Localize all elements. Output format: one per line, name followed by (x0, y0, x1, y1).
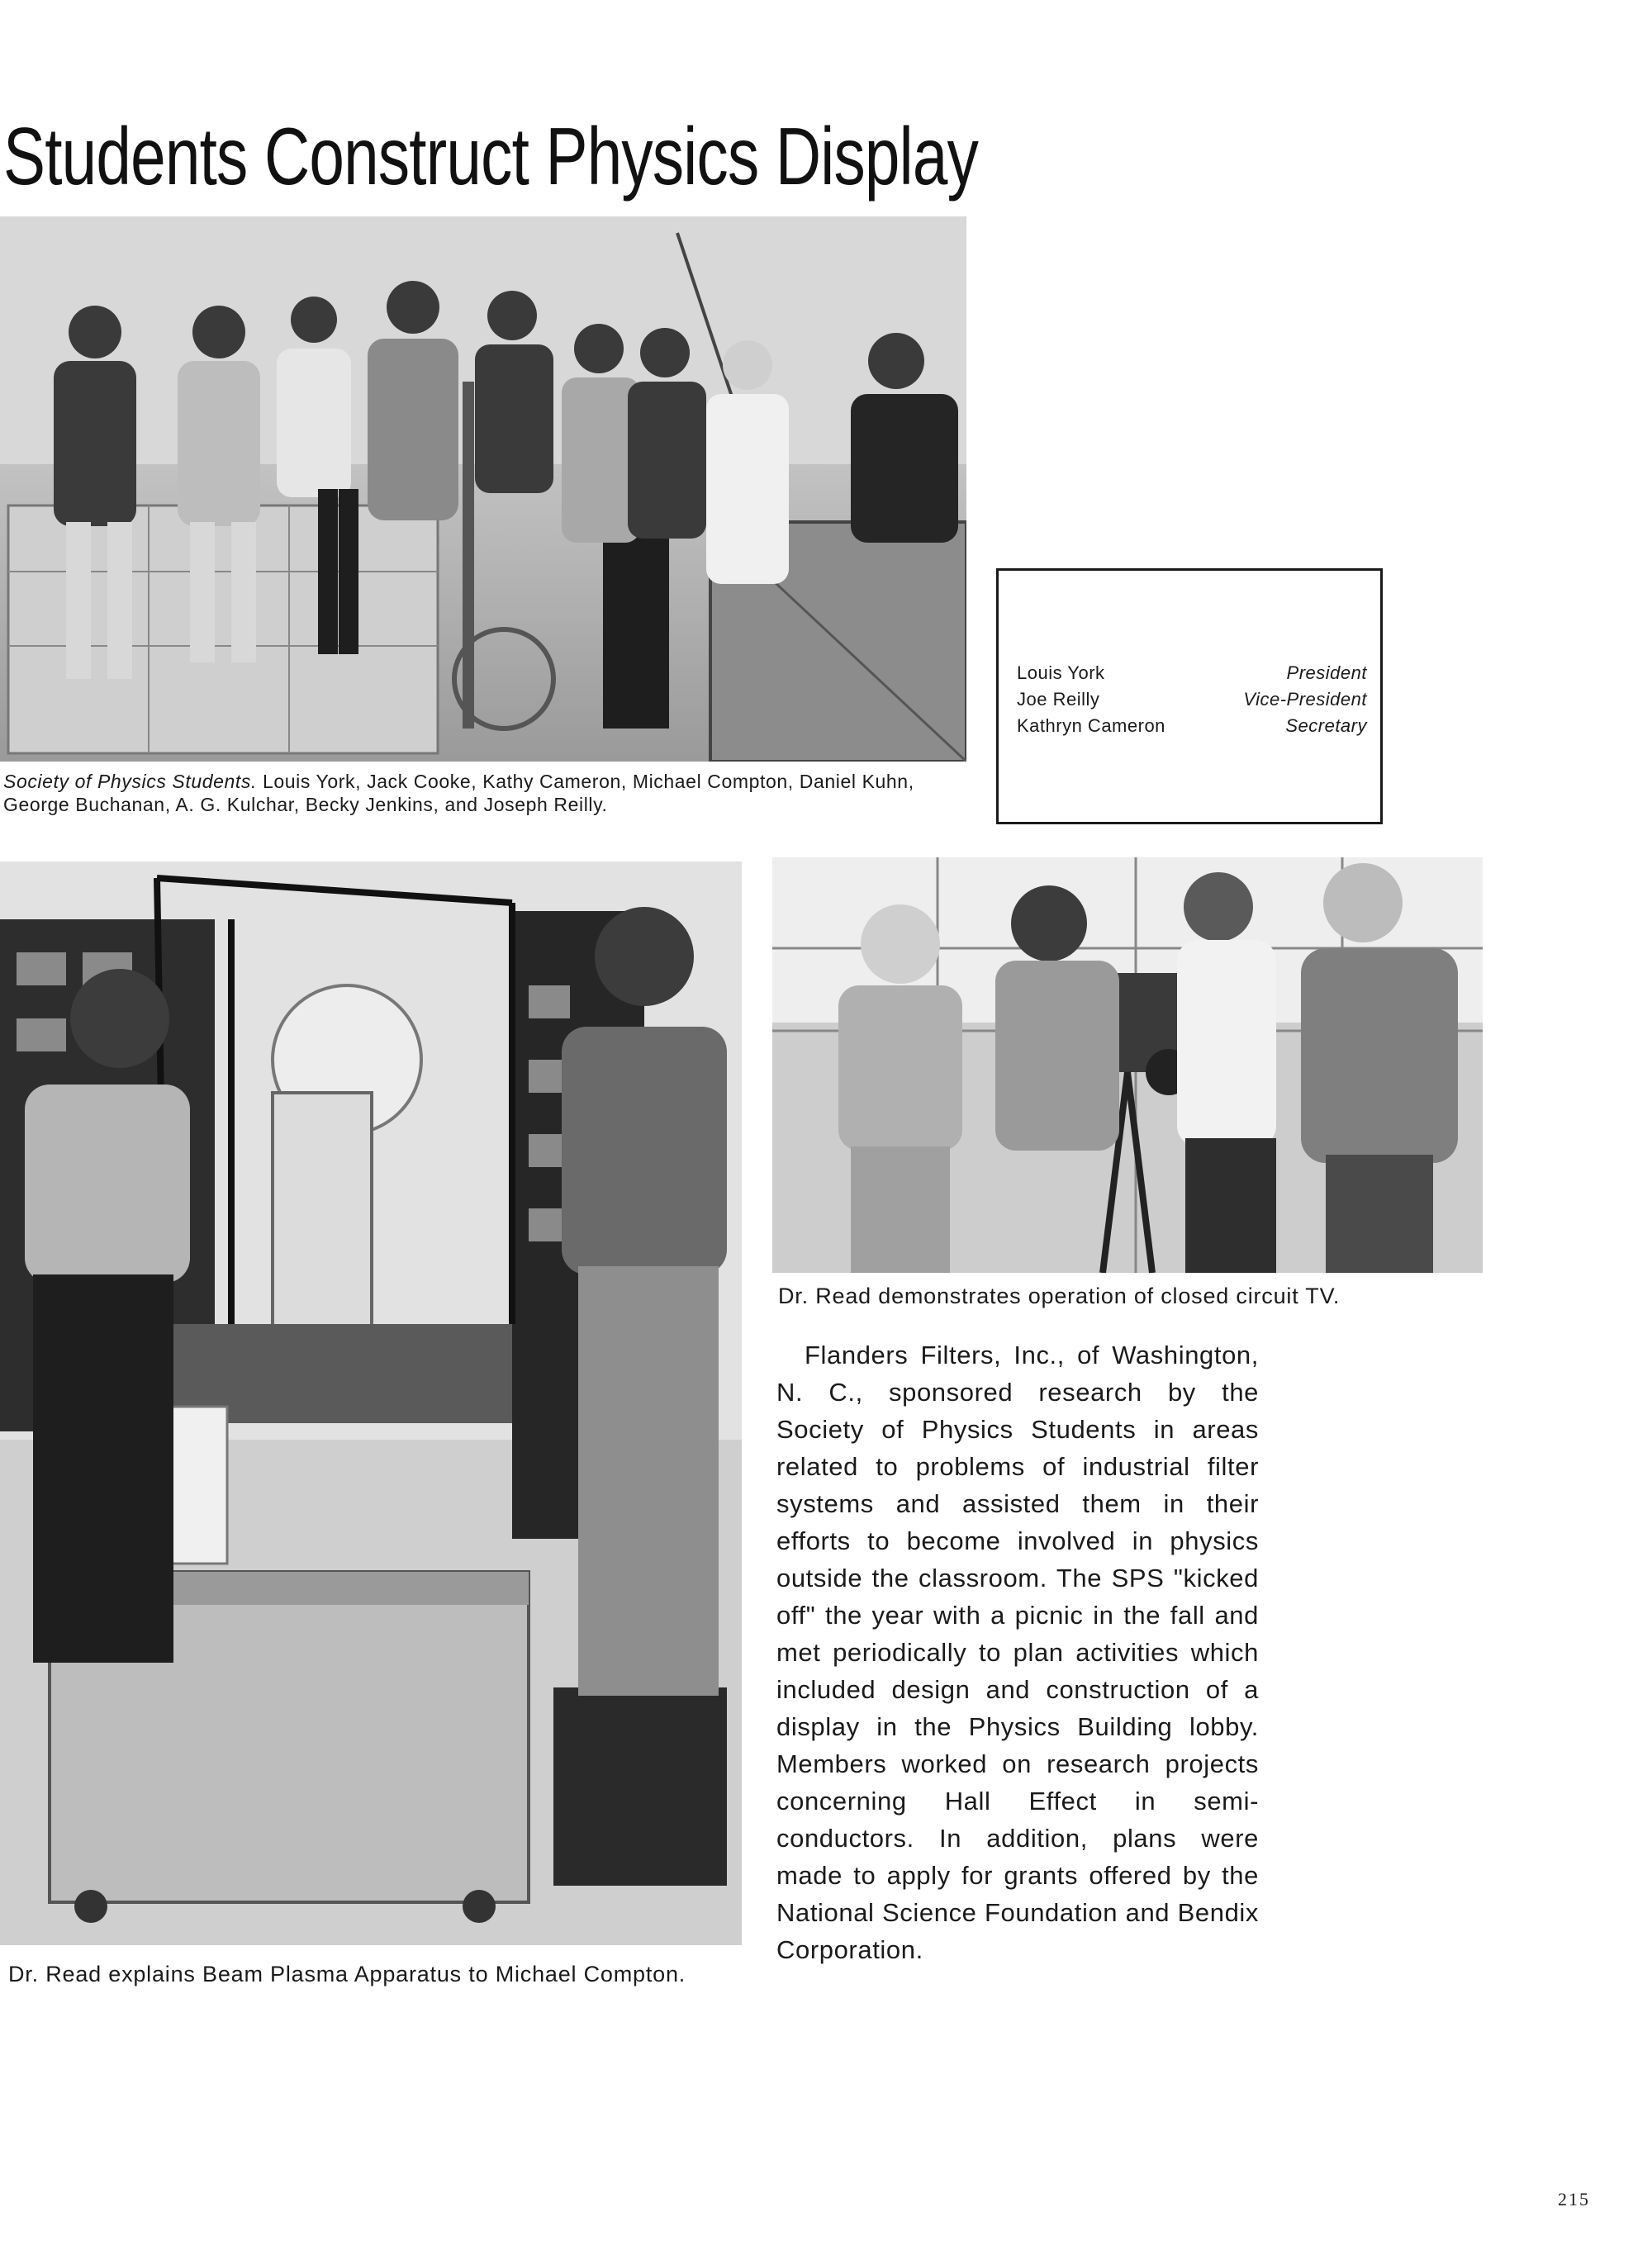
officers-table (1017, 660, 1367, 739)
plasma-apparatus-image (0, 861, 742, 1945)
closed-circuit-tv-image (772, 857, 1483, 1273)
page-number: 215 (1558, 2189, 1590, 2209)
page-title: Students Construct Physics Display (3, 111, 979, 202)
officer-row (1017, 713, 1367, 739)
officers-box (996, 568, 1383, 824)
plasma-apparatus-photo (0, 861, 742, 1945)
group-photo-image (0, 216, 966, 762)
caption-names: Louis York, Jack Cooke, Kathy Cameron, Michael Compton, Daniel Kuhn, George Buchanan, A. G. Kulchar, Becky Jenkins, and Joseph Reilly. (3, 771, 914, 815)
officer-name: Joe Reilly (1017, 689, 1100, 710)
closed-circuit-tv-photo (772, 857, 1483, 1273)
plasma-photo-caption: Dr. Read explains Beam Plasma Apparatus to Michael Compton. (8, 1962, 686, 1986)
tv-photo-caption: Dr. Read demonstrates operation of closed circuit TV. (778, 1284, 1341, 1308)
article-body: Flanders Filters, Inc., of Washington, N. C., sponsored research by the Society of Physics Students in areas related to problems of industrial filter systems and assisted them in their efforts to become involved in physics outside the classroom. The SPS "kicked off" the year with a picnic in the fall and met periodically to plan activities which included design and construction of a display in the Physics Building lobby. Members worked on research projects concerning Hall Effect in semi-conductors. In addition, plans were made to apply for grants offered by the National Science Foundation and Bendix Corporation. (776, 1341, 1259, 1964)
group-photo (0, 216, 966, 762)
officer-row (1017, 660, 1367, 686)
caption-lead: Society of Physics Students. (3, 771, 257, 792)
group-photo-caption (3, 770, 970, 816)
officer-row (1017, 686, 1367, 713)
officer-role: President (1286, 662, 1367, 683)
officer-role: Vice-President (1243, 689, 1367, 710)
officer-role: Secretary (1285, 715, 1367, 736)
officer-name: Louis York (1017, 662, 1105, 683)
officer-name: Kathryn Cameron (1017, 715, 1165, 736)
